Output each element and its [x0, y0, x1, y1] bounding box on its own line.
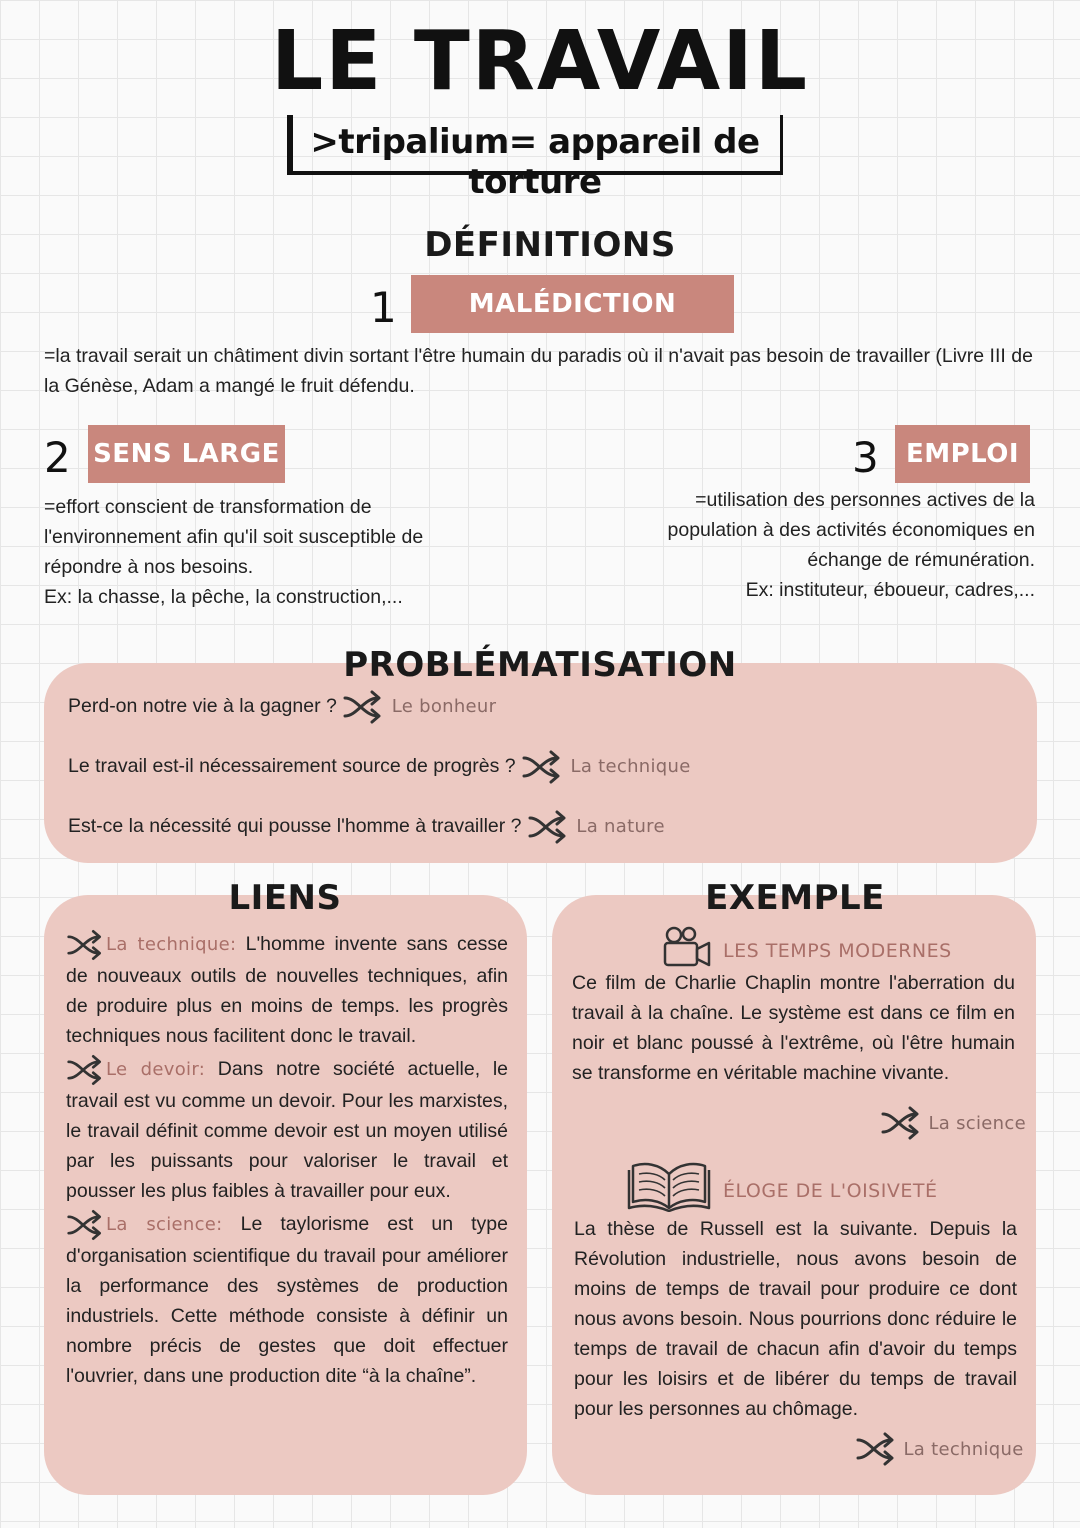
example-2-tag: La technique — [903, 1438, 1024, 1460]
definition-3-number: 3 — [852, 433, 879, 482]
question-3-tag: La nature — [576, 816, 665, 838]
question-3 — [68, 810, 665, 844]
shuffle-icon — [855, 1432, 899, 1466]
lien-tag: La technique: — [106, 934, 237, 956]
question-2-text: Le travail est-il nécessairement source de progrès ? — [68, 755, 516, 778]
lien-tag: La science: — [106, 1214, 223, 1236]
question-1-text: Perd-on notre vie à la gagner ? — [68, 695, 337, 718]
definition-3-example: Ex: instituteur, éboueur, cadres,... — [745, 579, 1035, 601]
shuffle-icon — [66, 929, 106, 961]
definition-3-text: =utilisation des personnes actives de la population à des activités économiques en échange de rémunération. — [667, 489, 1035, 571]
lien-item-devoir — [66, 1054, 508, 1206]
shuffle-icon — [66, 1054, 106, 1086]
definition-3-label: EMPLOI — [895, 425, 1030, 483]
definition-2-label: SENS LARGE — [88, 425, 285, 483]
lien-item-science — [66, 1209, 508, 1391]
question-1 — [68, 690, 496, 724]
shuffle-icon — [880, 1106, 924, 1140]
lien-text: Le taylorisme est un type d'organisation scientifique du travail pour améliorer la performance des systèmes de production industriels. Cette méthode consiste à définir un nombre précis de gestes que doit effectuer l'ouvrier, dans une production dite “à la chaîne”. — [66, 1213, 508, 1387]
definition-1-label: MALÉDICTION — [411, 275, 734, 333]
camera-icon — [662, 925, 712, 969]
definitions-heading: DÉFINITIONS — [424, 225, 676, 265]
example-2-text: La thèse de Russell est la suivante. Depuis la Révolution industrielle, nous avons besoin de moins de temps de travail pour produire ce dont nous avons besoin. Nous pourrions donc réduire le temps de travail de chacun afin d'avoir du temps pour les loisirs et de libérer du temps de travail pour les personnes au chômage. — [574, 1218, 1017, 1420]
shuffle-icon — [66, 1209, 106, 1241]
example-1-text: Ce film de Charlie Chaplin montre l'aberration du travail à la chaîne. Le système est dans ce film en noir et blanc poussé à l'extrême, où l'être humain se transforme en véritable machine vivante. — [572, 972, 1015, 1084]
lien-text: Dans notre société actuelle, le travail est vu comme un devoir. Pour les marxistes, le travail définit comme devoir est un moyen utilisé par les puissants pour valoriser le travail et pousser les plus faibles à travailler pour eux. — [66, 1058, 508, 1202]
example-1-title: LES TEMPS MODERNES — [723, 940, 952, 962]
exemple-heading: EXEMPLE — [705, 878, 885, 918]
shuffle-icon — [521, 750, 565, 784]
lien-text: L'homme invente sans cesse de nouveaux outils de nouvelles techniques, afin de produire plus en moins de temps. les progrès techniques nous facilitent donc le travail. — [66, 933, 508, 1047]
definition-2-number: 2 — [44, 433, 71, 482]
shuffle-icon — [527, 810, 571, 844]
question-3-text: Est-ce la nécessité qui pousse l'homme à travailler ? — [68, 815, 522, 838]
question-2-tag: La technique — [570, 756, 691, 778]
liens-list — [66, 929, 508, 1391]
question-2 — [68, 750, 691, 784]
definition-1-number: 1 — [370, 283, 397, 332]
shuffle-icon — [342, 690, 386, 724]
definition-1-text: =la travail serait un châtiment divin sortant l'être humain du paradis où il n'avait pas besoin de travailler (Livre III de la Génèse, Adam a mangé le fruit défendu. — [44, 345, 1033, 397]
lien-item-technique — [66, 929, 508, 1051]
example-1-link — [880, 1106, 1026, 1140]
etymology-text: >tripalium= appareil de torture — [310, 122, 760, 202]
definition-2-block — [44, 492, 484, 612]
definition-2-text: =effort conscient de transformation de l'environnement afin qu'il soit susceptible de répondre à nos besoins. — [44, 496, 424, 578]
open-book-icon — [627, 1160, 711, 1212]
problematisation-heading: PROBLÉMATISATION — [343, 645, 737, 685]
example-2-title: ÉLOGE DE L'OISIVETÉ — [723, 1180, 938, 1202]
example-1-tag: La science — [928, 1112, 1026, 1134]
page-title: LE TRAVAIL — [271, 14, 809, 109]
lien-tag: Le devoir: — [106, 1059, 206, 1081]
example-2-link — [855, 1432, 1024, 1466]
definition-3-block — [615, 485, 1035, 605]
question-1-tag: Le bonheur — [391, 696, 497, 718]
liens-heading: LIENS — [228, 878, 342, 918]
definition-2-example: Ex: la chasse, la pêche, la construction,... — [44, 586, 403, 608]
